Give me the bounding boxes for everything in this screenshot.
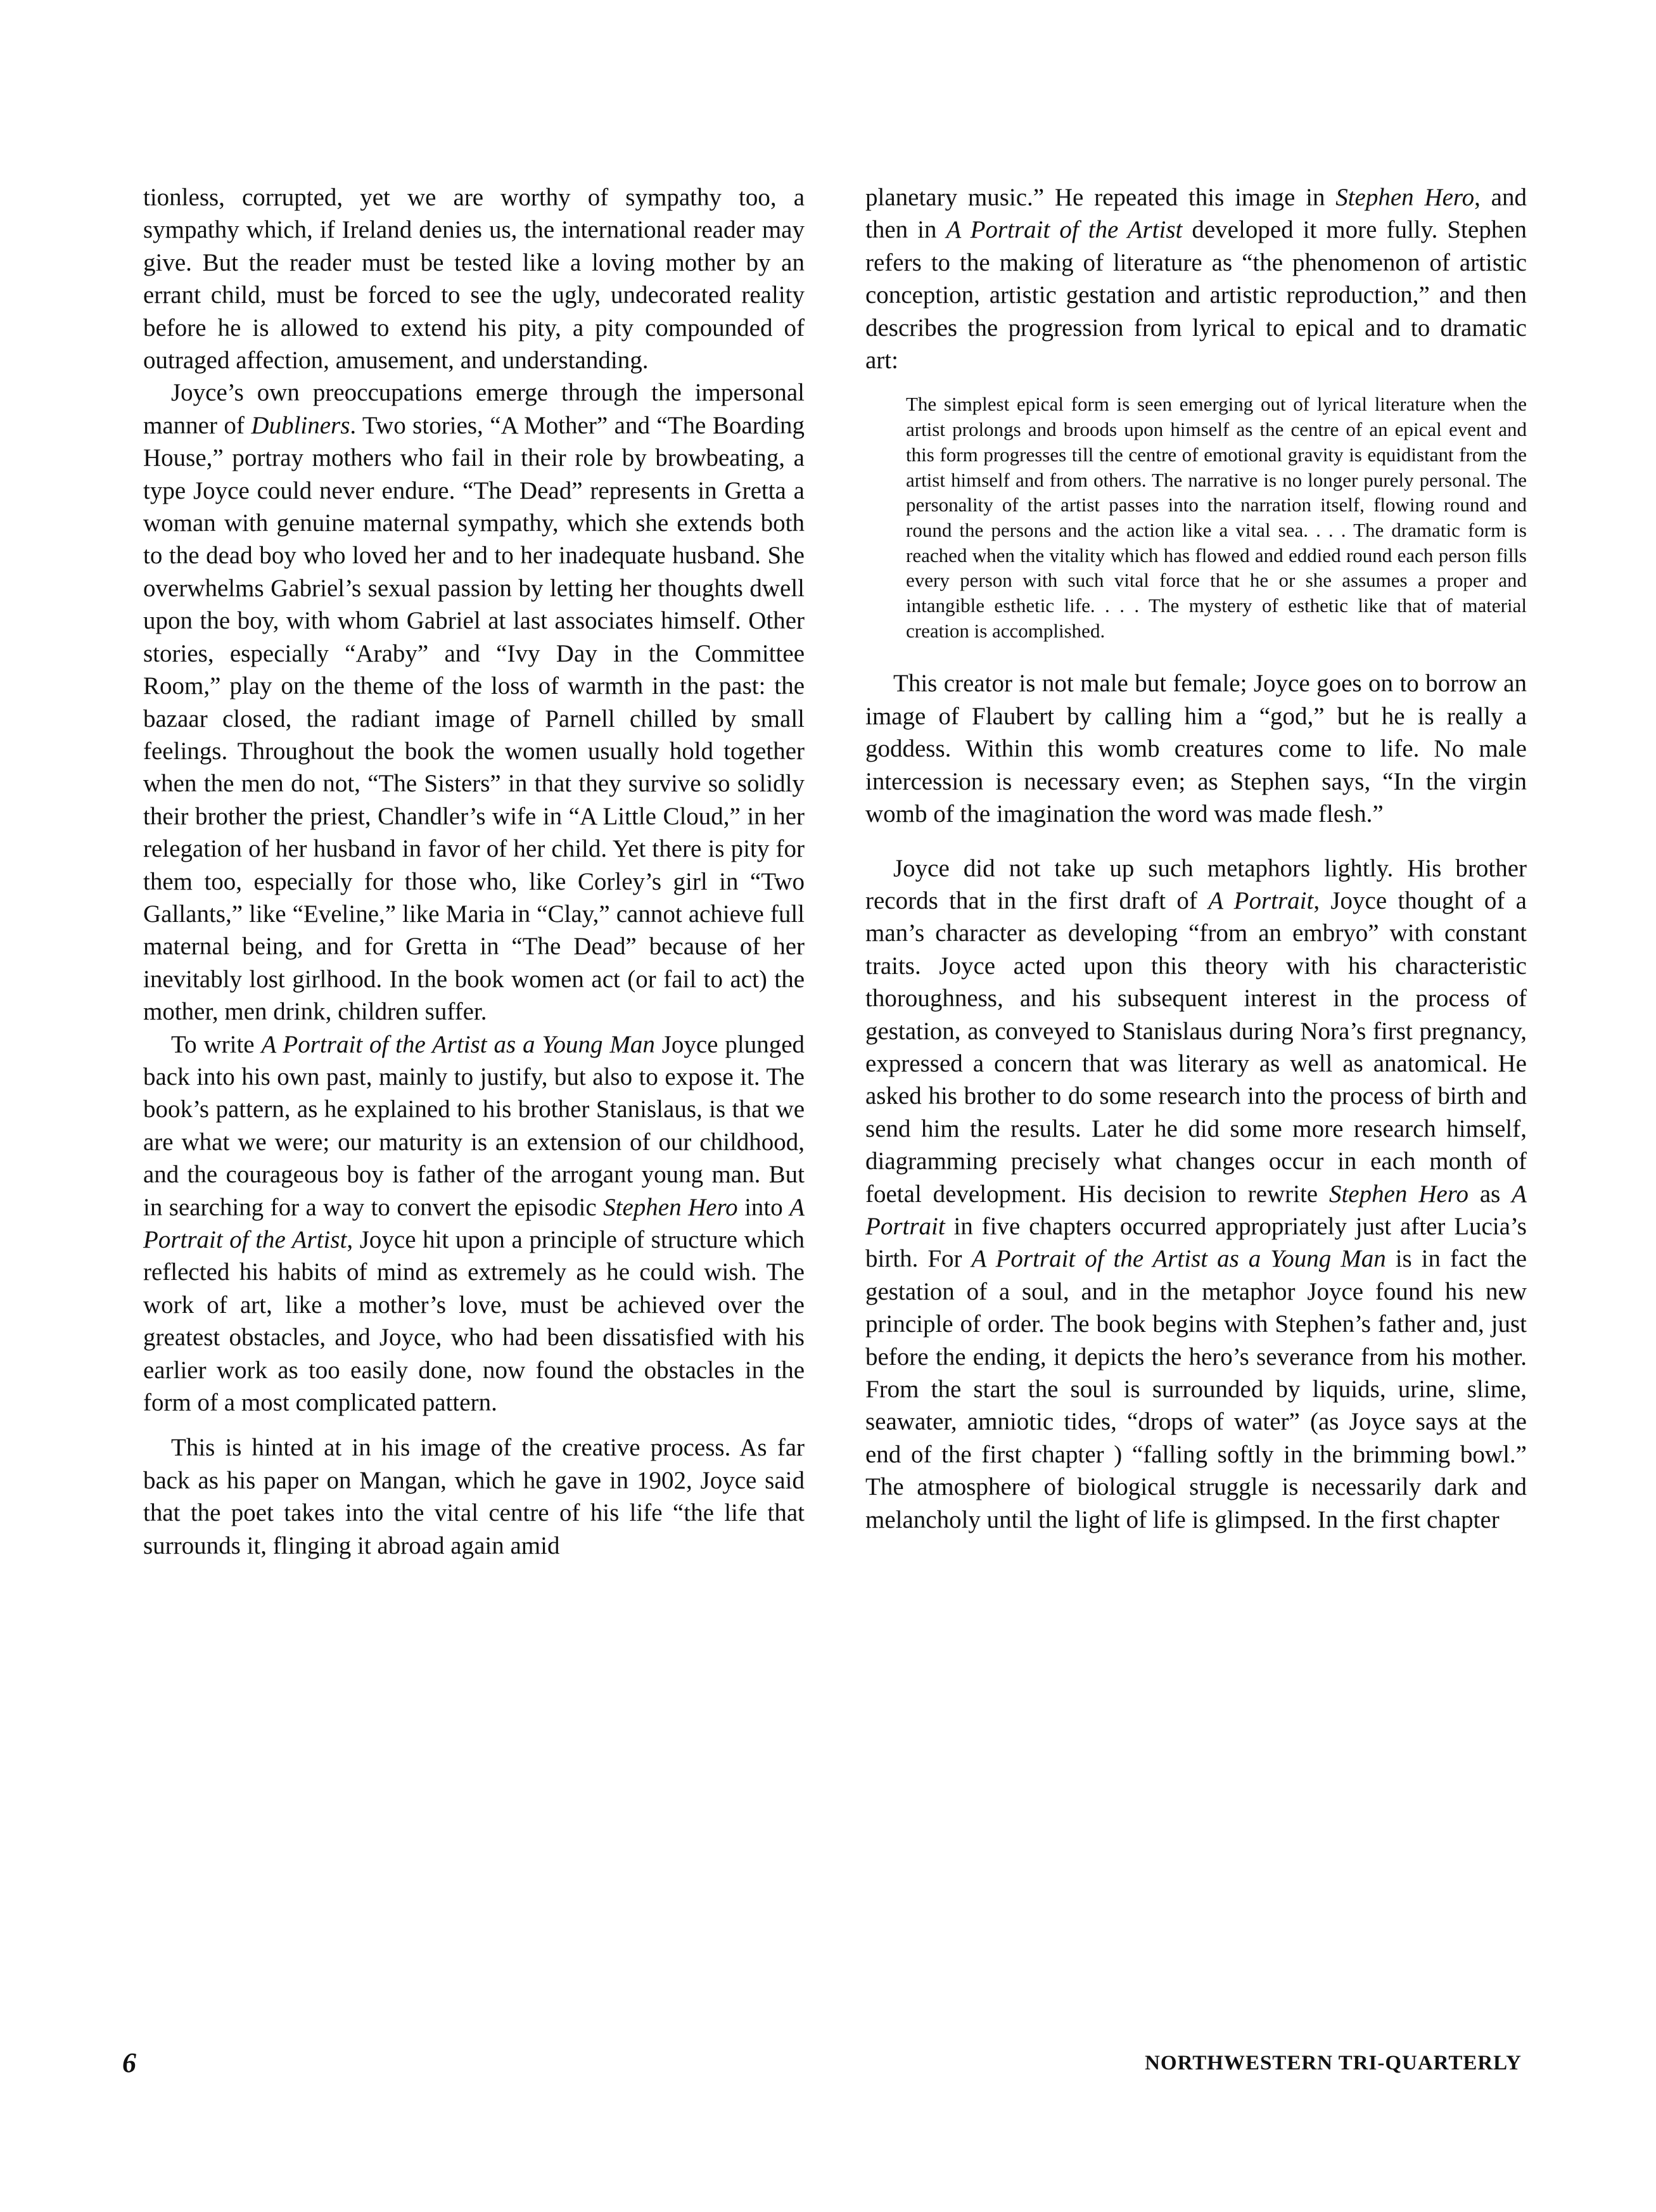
block-quotation-text: The simplest epical form is seen emerging out of lyrical literature when the artist prolongs and broods upon himself as the centre of an epical event and this form progresses till the centre of emotional gravity is equidistant from the artist himself and from others. The narrative is no longer purely personal. The personality of the artist passes into the narration itself, flowing round and round the persons and the action like a vital sea. . . . The dramatic form is reached when the vitality which has flowed and eddied round each person fills every person with such vital force that he or she assumes a proper and intangible esthetic life. . . . The mystery of esthetic like that of material creation is accomplished. [906, 393, 1527, 642]
page-number: 6 [122, 2047, 136, 2078]
right-paragraph-1: planetary music.” He repeated this image in Stephen Hero, and then in A Portrait of the Artist developed it more fully. Stephen refers to the making of literature as “the phenomenon of artistic conception, artistic gestation and artistic reproduction,” and then describes the progression from lyrical to epical and to dramatic art: [865, 184, 1527, 374]
right-column [865, 181, 1527, 1536]
left-column [143, 181, 805, 1562]
left-paragraph-3: To write A Portrait of the Artist as a Young Man Joyce plunged back into his own past, mainly to justify, but also to expose it. The book’s pattern, as he explained to his brother Stanislaus, is that we are what we were; our maturity is an extension of our childhood, and the courageous boy is father of the arrogant young man. But in searching for a way to convert the episodic Stephen Hero into A Portrait of the Artist, Joyce hit upon a principle of structure which reflected his habits of mind as extremely as he could wish. The work of art, like a mother’s love, must be achieved over the greatest obstacles, and Joyce, who had been dissatisfied with his earlier work as too easily done, now found the obstacles in the form of a most complicated pattern. [143, 1030, 805, 1417]
left-paragraph-2: Joyce’s own preoccupations emerge through the impersonal manner of Dubliners. Two stories, “A Mother” and “The Boarding House,” portray mothers who fail in their role by browbeating, a type Joyce could never endure. “The Dead” represents in Gretta a woman with genuine maternal sympathy, which she extends both to the dead boy who loved her and to her inadequate husband. She overwhelms Gabriel’s sexual passion by letting her thoughts dwell upon the boy, with whom Gabriel at last associates himself. Other stories, especially “Araby” and “Ivy Day in the Committee Room,” play on the theme of the loss of warmth in the past: the bazaar closed, the radiant image of Parnell chilled by small feelings. Throughout the book the women usually hold together when the men do not, “The Sisters” in that they survive so solidly their brother the priest, Chandler’s wife in “A Little Cloud,” in her relegation of her husband in favor of her child. Yet there is pity for them too, especially for those who, like Corley’s girl in “Two Gallants,” like “Eveline,” like Maria in “Clay,” cannot achieve full maternal being, and for Gretta in “The Dead” because of her inevitably lost girlhood. In the book women act (or fail to act) the mother, men drink, children suffer. [143, 379, 805, 1026]
left-paragraph-1: tionless, corrupted, yet we are worthy of sympathy too, a sympathy which, if Ireland denies us, the international reader may give. But the reader must be tested like a loving mother by an errant child, must be forced to see the ugly, undecorated reality before he is allowed to extend his pity, a pity compounded of outraged affection, amusement, and understanding. [143, 184, 805, 374]
block-quotation [906, 392, 1527, 643]
right-paragraph-2: This creator is not male but female; Joyce goes on to borrow an image of Flaubert by calling him a “god,” but he is really a goddess. Within this womb creatures come to life. No male intercession is necessary even; as Stephen says, “In the virgin womb of the imagination the word was made flesh.” [865, 670, 1527, 828]
running-footer: NORTHWESTERN TRI-QUARTERLY [1145, 2052, 1522, 2075]
left-paragraph-4: This is hinted at in his image of the creative process. As far back as his paper on Mangan, which he gave in 1902, Joyce said that the poet takes into the vital centre of his life “the life that surrounds it, flinging it abroad again amid [143, 1434, 805, 1559]
right-paragraph-3: Joyce did not take up such metaphors lightly. His brother records that in the first draft of A Portrait, Joyce thought of a man’s character as developing “from an embryo” with constant traits. Joyce acted upon this theory with his characteristic thoroughness, and his subsequent interest in the process of gestation, as conveyed to Stanislaus during Nora’s first pregnancy, expressed a concern that was literary as well as anatomical. He asked his brother to do some research into the process of birth and send him the results. Later he did some more research himself, diagramming precisely what changes occur in each month of foetal development. His decision to rewrite Stephen Hero as A Portrait in five chapters occurred appropriately just after Lucia’s birth. For A Portrait of the Artist as a Young Man is in fact the gestation of a soul, and in the metaphor Joyce found his new principle of order. The book begins with Stephen’s father and, just before the ending, it depicts the hero’s severance from his mother. From the start the soul is surrounded by liquids, urine, slime, seawater, amniotic tides, “drops of water” (as Joyce says at the end of the first chapter ) “falling softly in the brimming bowl.” The atmosphere of biological struggle is necessarily dark and melancholy until the light of life is glimpsed. In the first chapter [865, 854, 1527, 1533]
